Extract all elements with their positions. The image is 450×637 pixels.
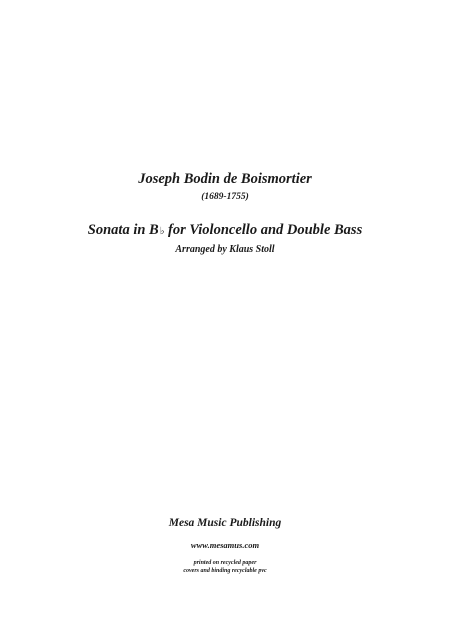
flat-symbol: ♭	[159, 226, 165, 237]
work-title-suffix: for Violoncello and Double Bass	[164, 222, 363, 238]
work-title-prefix: Sonata in B	[87, 222, 159, 238]
recycled-paper-note: printed on recycled paper	[193, 560, 257, 566]
work-title	[0, 222, 450, 239]
arranger-credit: Arranged by Klaus Stoll	[175, 244, 275, 255]
publisher-website: www.mesamus.com	[190, 540, 260, 550]
composer-dates: (1689-1755)	[201, 192, 249, 202]
publisher-name: Mesa Music Publishing	[168, 517, 282, 529]
composer-name: Joseph Bodin de Boismortier	[138, 171, 312, 187]
recyclable-covers-note: covers and binding recyclable pvc	[183, 568, 267, 574]
